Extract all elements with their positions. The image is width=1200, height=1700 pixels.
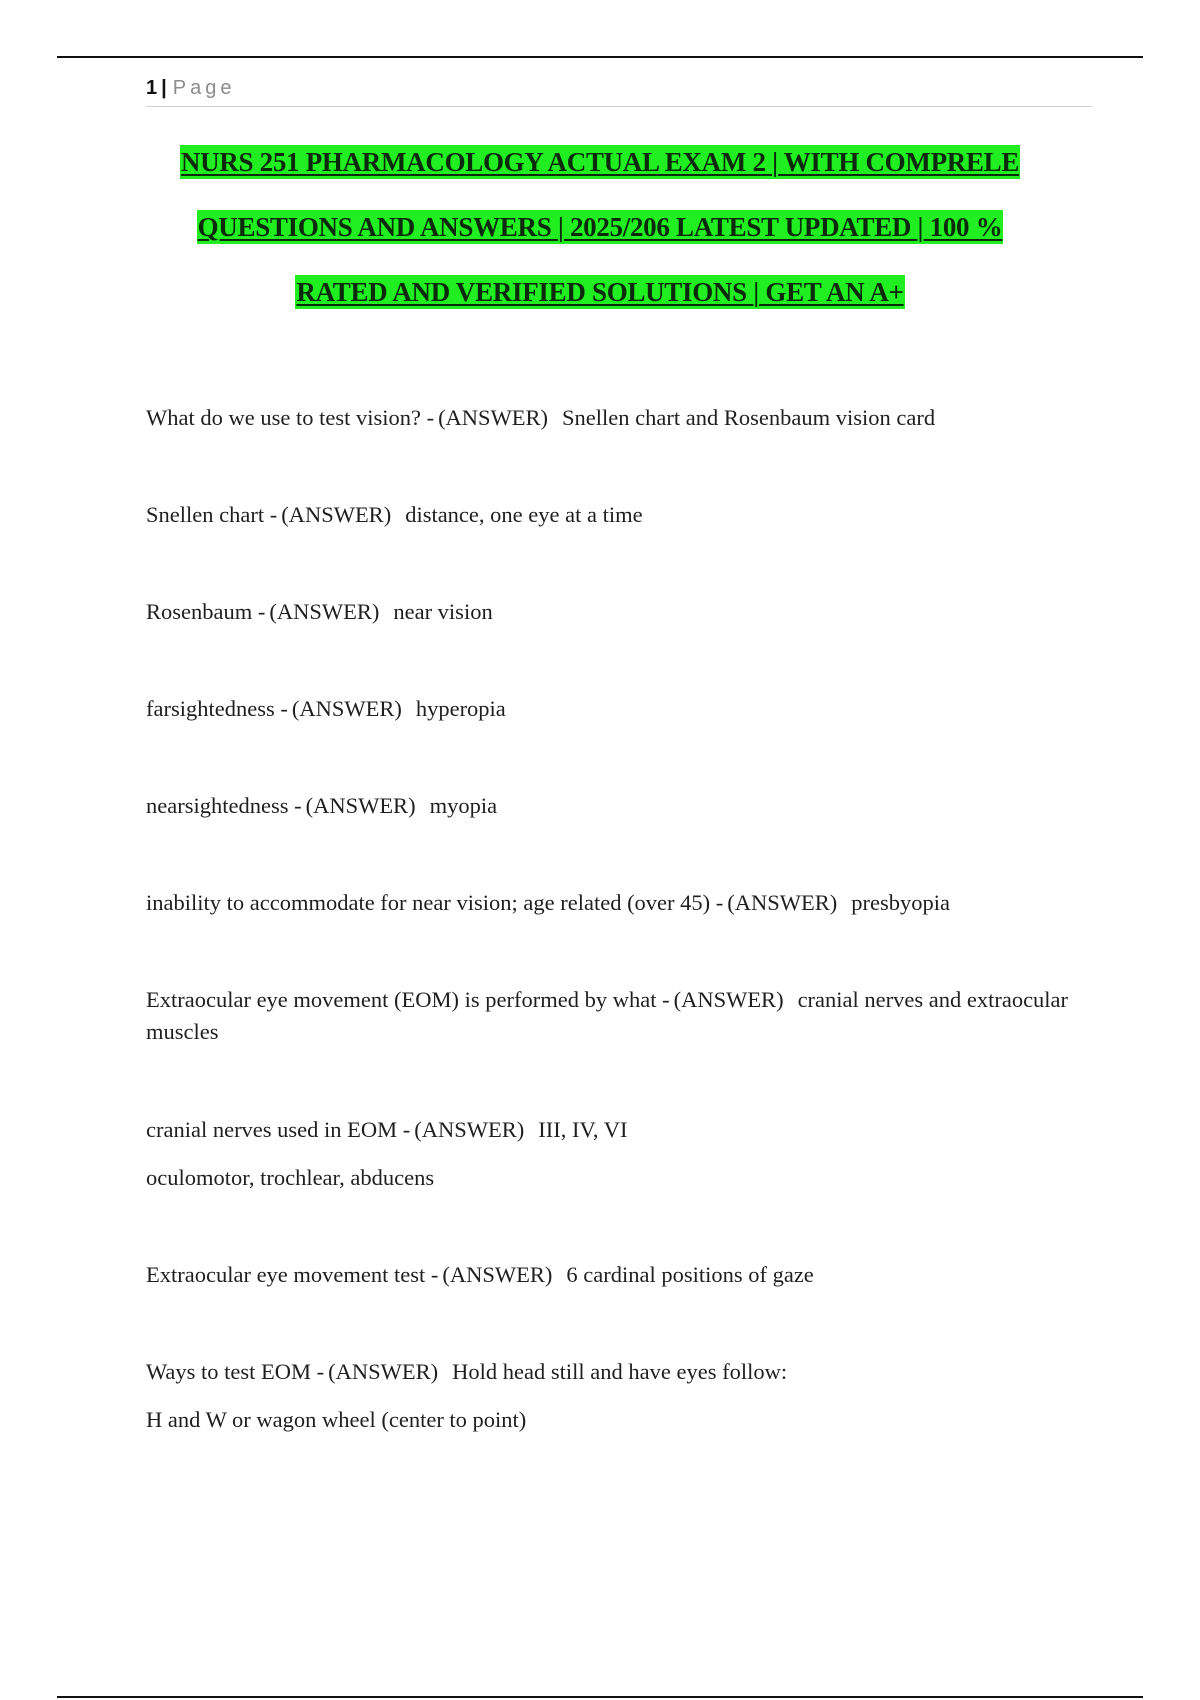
qa-item-4 — [146, 693, 1086, 725]
qa-answer: hyperopia — [415, 696, 506, 721]
qa-item-9 — [146, 1259, 1086, 1291]
answer-marker: (ANSWER) — [281, 502, 392, 527]
qa-answer: 6 cardinal positions of gaze — [566, 1262, 814, 1287]
qa-item-10-extra: H and W or wagon wheel (center to point) — [146, 1407, 527, 1432]
qa-answer: presbyopia — [851, 890, 950, 915]
page-number: 1 — [146, 77, 158, 99]
qa-item-6 — [146, 887, 1086, 919]
qa-answer: Hold head still and have eyes follow: — [452, 1359, 788, 1384]
title-line-3: RATED AND VERIFIED SOLUTIONS | GET AN A+ — [296, 277, 904, 307]
qa-item-8-extra: oculomotor, trochlear, abducens — [146, 1165, 435, 1190]
page-word: Page — [172, 77, 236, 99]
answer-marker: (ANSWER) — [673, 987, 784, 1012]
answer-marker: (ANSWER) — [305, 793, 416, 818]
qa-answer: distance, one eye at a time — [405, 502, 643, 527]
title-line-1: NURS 251 PHARMACOLOGY ACTUAL EXAM 2 | WITH COMPRELE — [180, 147, 1020, 177]
qa-answer: cranial nerves and extraocular muscles — [146, 987, 1074, 1044]
page-separator: | — [161, 77, 167, 99]
qa-question: What do we use to test vision? - — [146, 405, 435, 430]
qa-answer: III, IV, VI — [538, 1117, 628, 1142]
qa-answer: near vision — [393, 599, 493, 624]
top-rule — [57, 56, 1143, 58]
answer-marker: (ANSWER) — [442, 1262, 553, 1287]
qa-item-2 — [146, 499, 1086, 531]
qa-question: nearsightedness - — [146, 793, 302, 818]
qa-answer: Snellen chart and Rosenbaum vision card — [562, 405, 936, 430]
answer-marker: (ANSWER) — [414, 1117, 525, 1142]
answer-marker: (ANSWER) — [727, 890, 838, 915]
qa-item-8 — [146, 1114, 1086, 1146]
qa-item-10 — [146, 1356, 1086, 1388]
document-title — [100, 142, 1100, 337]
answer-marker: (ANSWER) — [438, 405, 549, 430]
page-header — [146, 74, 1092, 107]
qa-answer: myopia — [429, 793, 498, 818]
title-line-2: QUESTIONS AND ANSWERS | 2025/206 LATEST UPDATED | 100 % — [197, 212, 1003, 242]
bottom-rule — [57, 1696, 1143, 1698]
qa-item-7 — [146, 984, 1086, 1048]
qa-item-3 — [146, 596, 1086, 628]
qa-question: Rosenbaum - — [146, 599, 266, 624]
qa-item-1 — [146, 402, 1086, 434]
qa-question: Snellen chart - — [146, 502, 278, 527]
answer-marker: (ANSWER) — [291, 696, 402, 721]
qa-question: farsightedness - — [146, 696, 288, 721]
qa-question: Ways to test EOM - — [146, 1359, 325, 1384]
qa-question: Extraocular eye movement (EOM) is performed by what - — [146, 987, 670, 1012]
qa-question: Extraocular eye movement test - — [146, 1262, 439, 1287]
answer-marker: (ANSWER) — [269, 599, 380, 624]
answer-marker: (ANSWER) — [328, 1359, 439, 1384]
qa-item-5 — [146, 790, 1086, 822]
qa-question: cranial nerves used in EOM - — [146, 1117, 411, 1142]
qa-question: inability to accommodate for near vision; age related (over 45) - — [146, 890, 724, 915]
